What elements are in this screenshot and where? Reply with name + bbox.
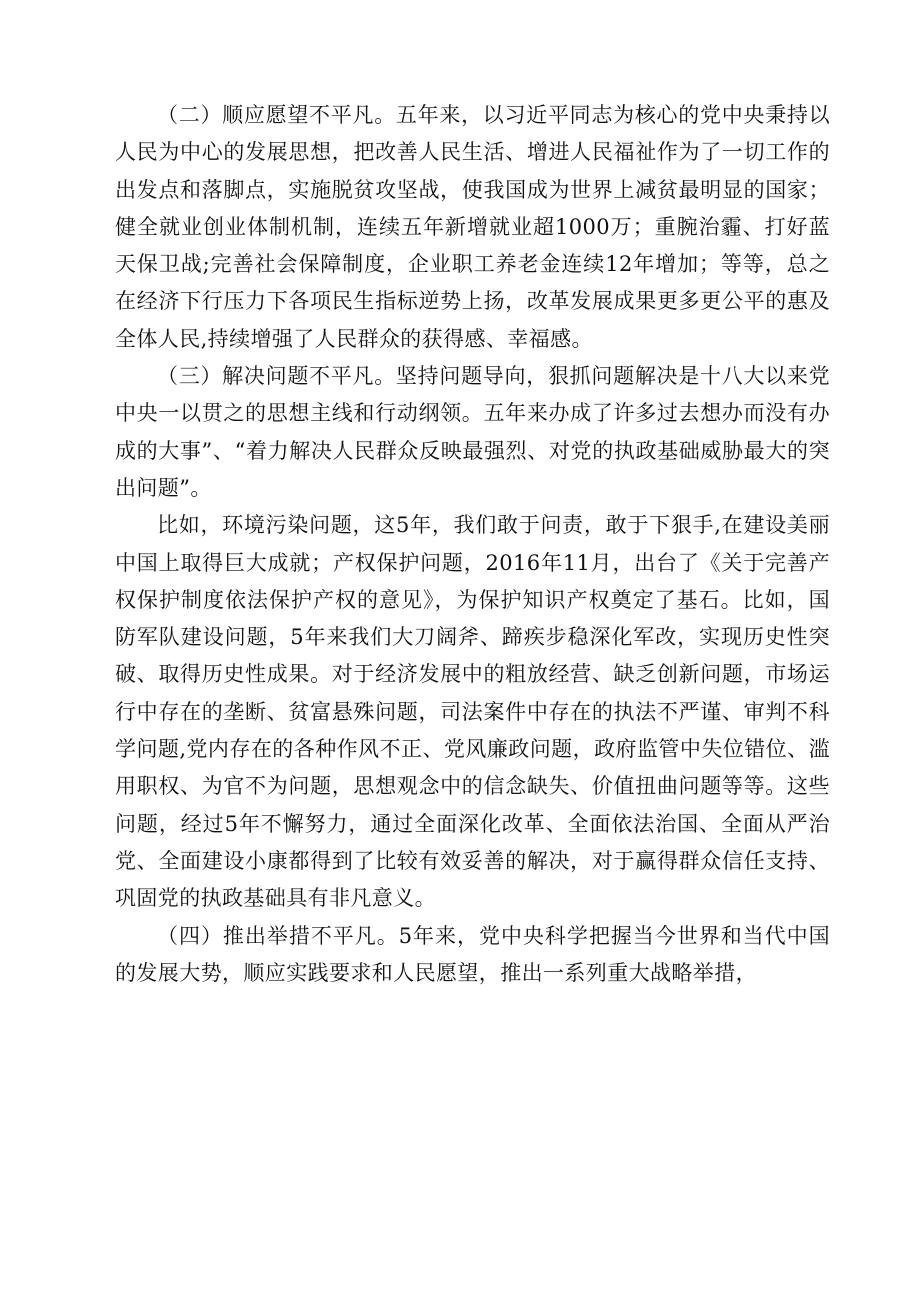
document-body xyxy=(115,97,830,992)
paragraph-biru-examples: 比如，环境污染问题，这5年，我们敢于问责，敢于下狠手,在建设美丽中国上取得巨大成就；产权保护问题，2016年11月，出台了《关于完善产权保护制度依法保护产权的意见》，为保护知识产权奠定了基石。比如，国防军队建设问题，5年来我们大刀阔斧、蹄疾步稳深化军改，实现历史性突破、取得历史性成果。对于经济发展中的粗放经营、缺乏创新问题，市场运行中存在的垄断、贫富悬殊问题，司法案件中存在的执法不严谨、审判不科学问题,党内存在的各种作风不正、党风廉政问题，政府监管中失位错位、滥用职权、为官不为问题，思想观念中的信念缺失、价值扭曲问题等等。这些问题，经过5年不懈努力，通过全面深化改革、全面依法治国、全面从严治党、全面建设小康都得到了比较有效妥善的解决，对于赢得群众信任支持、巩固党的执政基础具有非凡意义。 xyxy=(115,513,830,911)
paragraph-shunying-yuanwang: （二）顺应愿望不平凡。五年来，以习近平同志为核心的党中央秉持以人民为中心的发展思想，把改善人民生活、增进人民福祉作为了一切工作的出发点和落脚点，实施脱贫攻坚战，使我国成为世界上减贫最明显的国家；健全就业创业体制机制，连续五年新增就业超1000万；重腕治霾、打好蓝天保卫战;完善社会保障制度，企业职工养老金连续12年增加；等等，总之在经济下行压力下各项民生指标逆势上扬，改革发展成果更多更公平的惠及全体人民,持续增强了人民群众的获得感、幸福感。 xyxy=(115,103,830,351)
paragraph-tuichu-jucuo: （四）推出举措不平凡。5年来，党中央科学把握当今世界和当代中国的发展大势，顺应实践要求和人民愿望，推出一系列重大战略举措， xyxy=(115,923,830,985)
paragraph-jiejue-wenti: （三）解决问题不平凡。坚持问题导向，狠抓问题解决是十八大以来党中央一以贯之的思想主线和行动纲领。五年来办成了许多过去想办而没有办成的大事”、“着力解决人民群众反映最强烈、对党的执政基础威胁最大的突出问题”。 xyxy=(115,364,830,500)
